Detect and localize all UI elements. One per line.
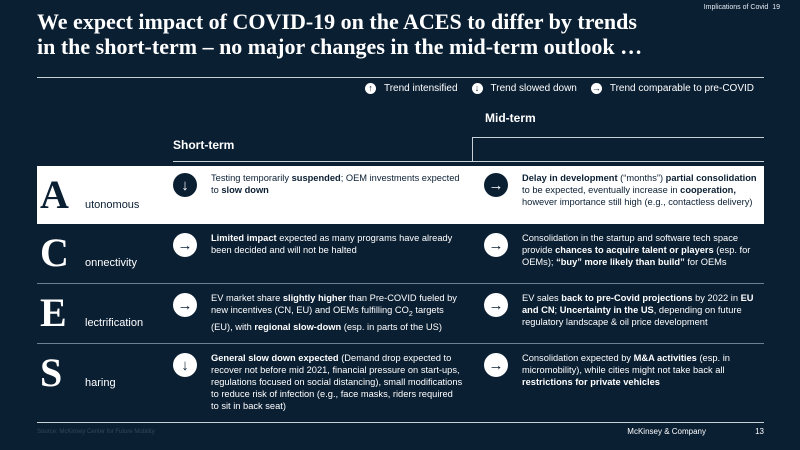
short-term-text — [211, 172, 463, 196]
text-segment: , depending on future regulatory landscape & oil price development — [522, 305, 742, 327]
text-segment: slow down — [221, 185, 269, 195]
row-label: lectrification — [85, 317, 144, 329]
row-divider — [37, 343, 764, 344]
mid-term-bracket-side — [472, 137, 473, 161]
mid-term-bracket-top — [472, 137, 764, 138]
text-segment: to be expected, eventually increase in — [522, 185, 681, 195]
arrow-right-icon: → — [484, 293, 508, 317]
text-segment: ; OEM investments expected to — [211, 173, 460, 195]
text-segment: (Demand drop expected to recover not before mid 2021, financial pressure on start-ups, regulations focused on social distancing), small modifications to reduce risk of infection (e.g., face masks, riders required to sit in back seat) — [211, 353, 463, 411]
top-note-label: Implications of Covid — [703, 4, 769, 11]
mid-term-text — [522, 352, 760, 388]
legend-slowed-label: Trend slowed down — [490, 83, 577, 94]
text-segment: suspended — [291, 173, 341, 183]
text-segment: EU and CN — [522, 293, 754, 315]
text-segment: EV market share — [211, 293, 283, 303]
text-segment: slightly higher — [282, 293, 347, 303]
legend-intensified-label: Trend intensified — [383, 83, 458, 94]
text-segment: Consolidation expected by — [522, 353, 634, 363]
short-term-heading: Short-term — [173, 138, 235, 152]
text-segment: cooperation, — [680, 185, 736, 195]
text-segment: partial consolidation — [665, 173, 757, 183]
text-segment: Delay in development — [522, 173, 618, 183]
row-letter: S — [40, 350, 63, 395]
text-segment: restrictions for private vehicles — [522, 377, 660, 387]
text-segment: Testing temporarily — [211, 173, 292, 183]
arrow-right-icon: → — [173, 293, 197, 317]
page-title — [37, 9, 777, 59]
arrow-right-icon: → — [484, 233, 508, 257]
short-term-text — [211, 352, 463, 412]
arrow-up-icon: ↑ — [365, 83, 376, 94]
table-row — [37, 166, 764, 224]
row-letter: C — [40, 230, 69, 275]
arrow-down-icon: ↓ — [472, 83, 483, 94]
title-rule — [37, 77, 764, 78]
row-label: haring — [85, 377, 116, 389]
text-segment: regional slow-down — [254, 321, 342, 332]
arrow-right-icon: → — [173, 233, 197, 257]
text-segment: 2 — [408, 310, 413, 318]
text-segment: General slow down expected — [211, 353, 339, 363]
text-segment: for OEMs — [684, 257, 727, 267]
row-letter: A — [40, 172, 69, 217]
row-label: onnectivity — [85, 257, 137, 269]
row-label: utonomous — [85, 199, 140, 211]
text-segment: back to pre-Covid projections — [561, 293, 693, 303]
mid-term-heading: Mid-term — [485, 111, 536, 125]
row-letter: E — [40, 290, 67, 335]
short-term-text — [211, 232, 463, 256]
text-segment: M&A activities — [633, 353, 697, 363]
mid-term-text — [522, 292, 760, 328]
footer-rule — [37, 422, 764, 423]
text-segment: expected as many programs have already been decided and will not be halted — [211, 233, 453, 255]
page-number: 13 — [755, 427, 764, 436]
title-line-1: We expect impact of COVID-19 on the ACES to differ by trends — [37, 9, 637, 34]
text-segment: Limited impact — [211, 233, 277, 243]
arrow-right-icon: → — [484, 353, 508, 377]
legend-intensified — [365, 83, 458, 94]
legend — [351, 83, 754, 94]
column-header-rule — [173, 161, 764, 162]
title-line-2: in the short-term – no major changes in the mid-term outlook … — [37, 34, 643, 59]
mid-term-text — [522, 232, 760, 268]
text-segment: Consolidation in the startup and software tech space provide — [522, 233, 739, 255]
top-note-page: 19 — [772, 4, 780, 11]
text-segment: Uncertainty in the US — [559, 305, 654, 315]
text-segment: “buy” more likely than build” — [556, 257, 685, 267]
text-segment: (esp. for OEMs); — [522, 245, 751, 267]
arrow-right-icon: → — [591, 83, 601, 93]
text-segment: EV sales — [522, 293, 562, 303]
row-divider — [37, 283, 764, 284]
table-row — [37, 346, 764, 416]
table-row — [37, 226, 764, 284]
arrow-down-icon: ↓ — [173, 353, 197, 377]
text-segment: chances to acquire talent or players — [555, 245, 714, 255]
text-segment: by 2022 in — [692, 293, 741, 303]
text-segment: (“months”) — [617, 173, 666, 183]
legend-comparable-label: Trend comparable to pre-COVID — [609, 83, 754, 94]
text-segment: than Pre-COVID fueled by new incentives (CN, EU) and OEMs fulfilling CO — [211, 293, 457, 315]
text-segment: however importance still high (e.g., contactless delivery) — [522, 197, 753, 207]
arrow-down-icon: ↓ — [173, 173, 197, 197]
text-segment: (esp. in parts of the US) — [341, 321, 442, 332]
text-segment: ; — [554, 305, 560, 315]
legend-comparable — [591, 83, 754, 94]
source-note: Source: McKinsey Center for Future Mobility — [37, 429, 155, 435]
text-segment: (esp. in micromobility), while cities might not take back all — [522, 353, 730, 375]
table-row — [37, 286, 764, 344]
mid-term-text — [522, 172, 760, 208]
company-name: McKinsey & Company — [627, 427, 706, 436]
arrow-right-icon: → — [484, 173, 508, 197]
short-term-text — [211, 292, 463, 333]
text-segment: targets (EU), with — [211, 305, 444, 332]
legend-slowed — [472, 83, 577, 94]
